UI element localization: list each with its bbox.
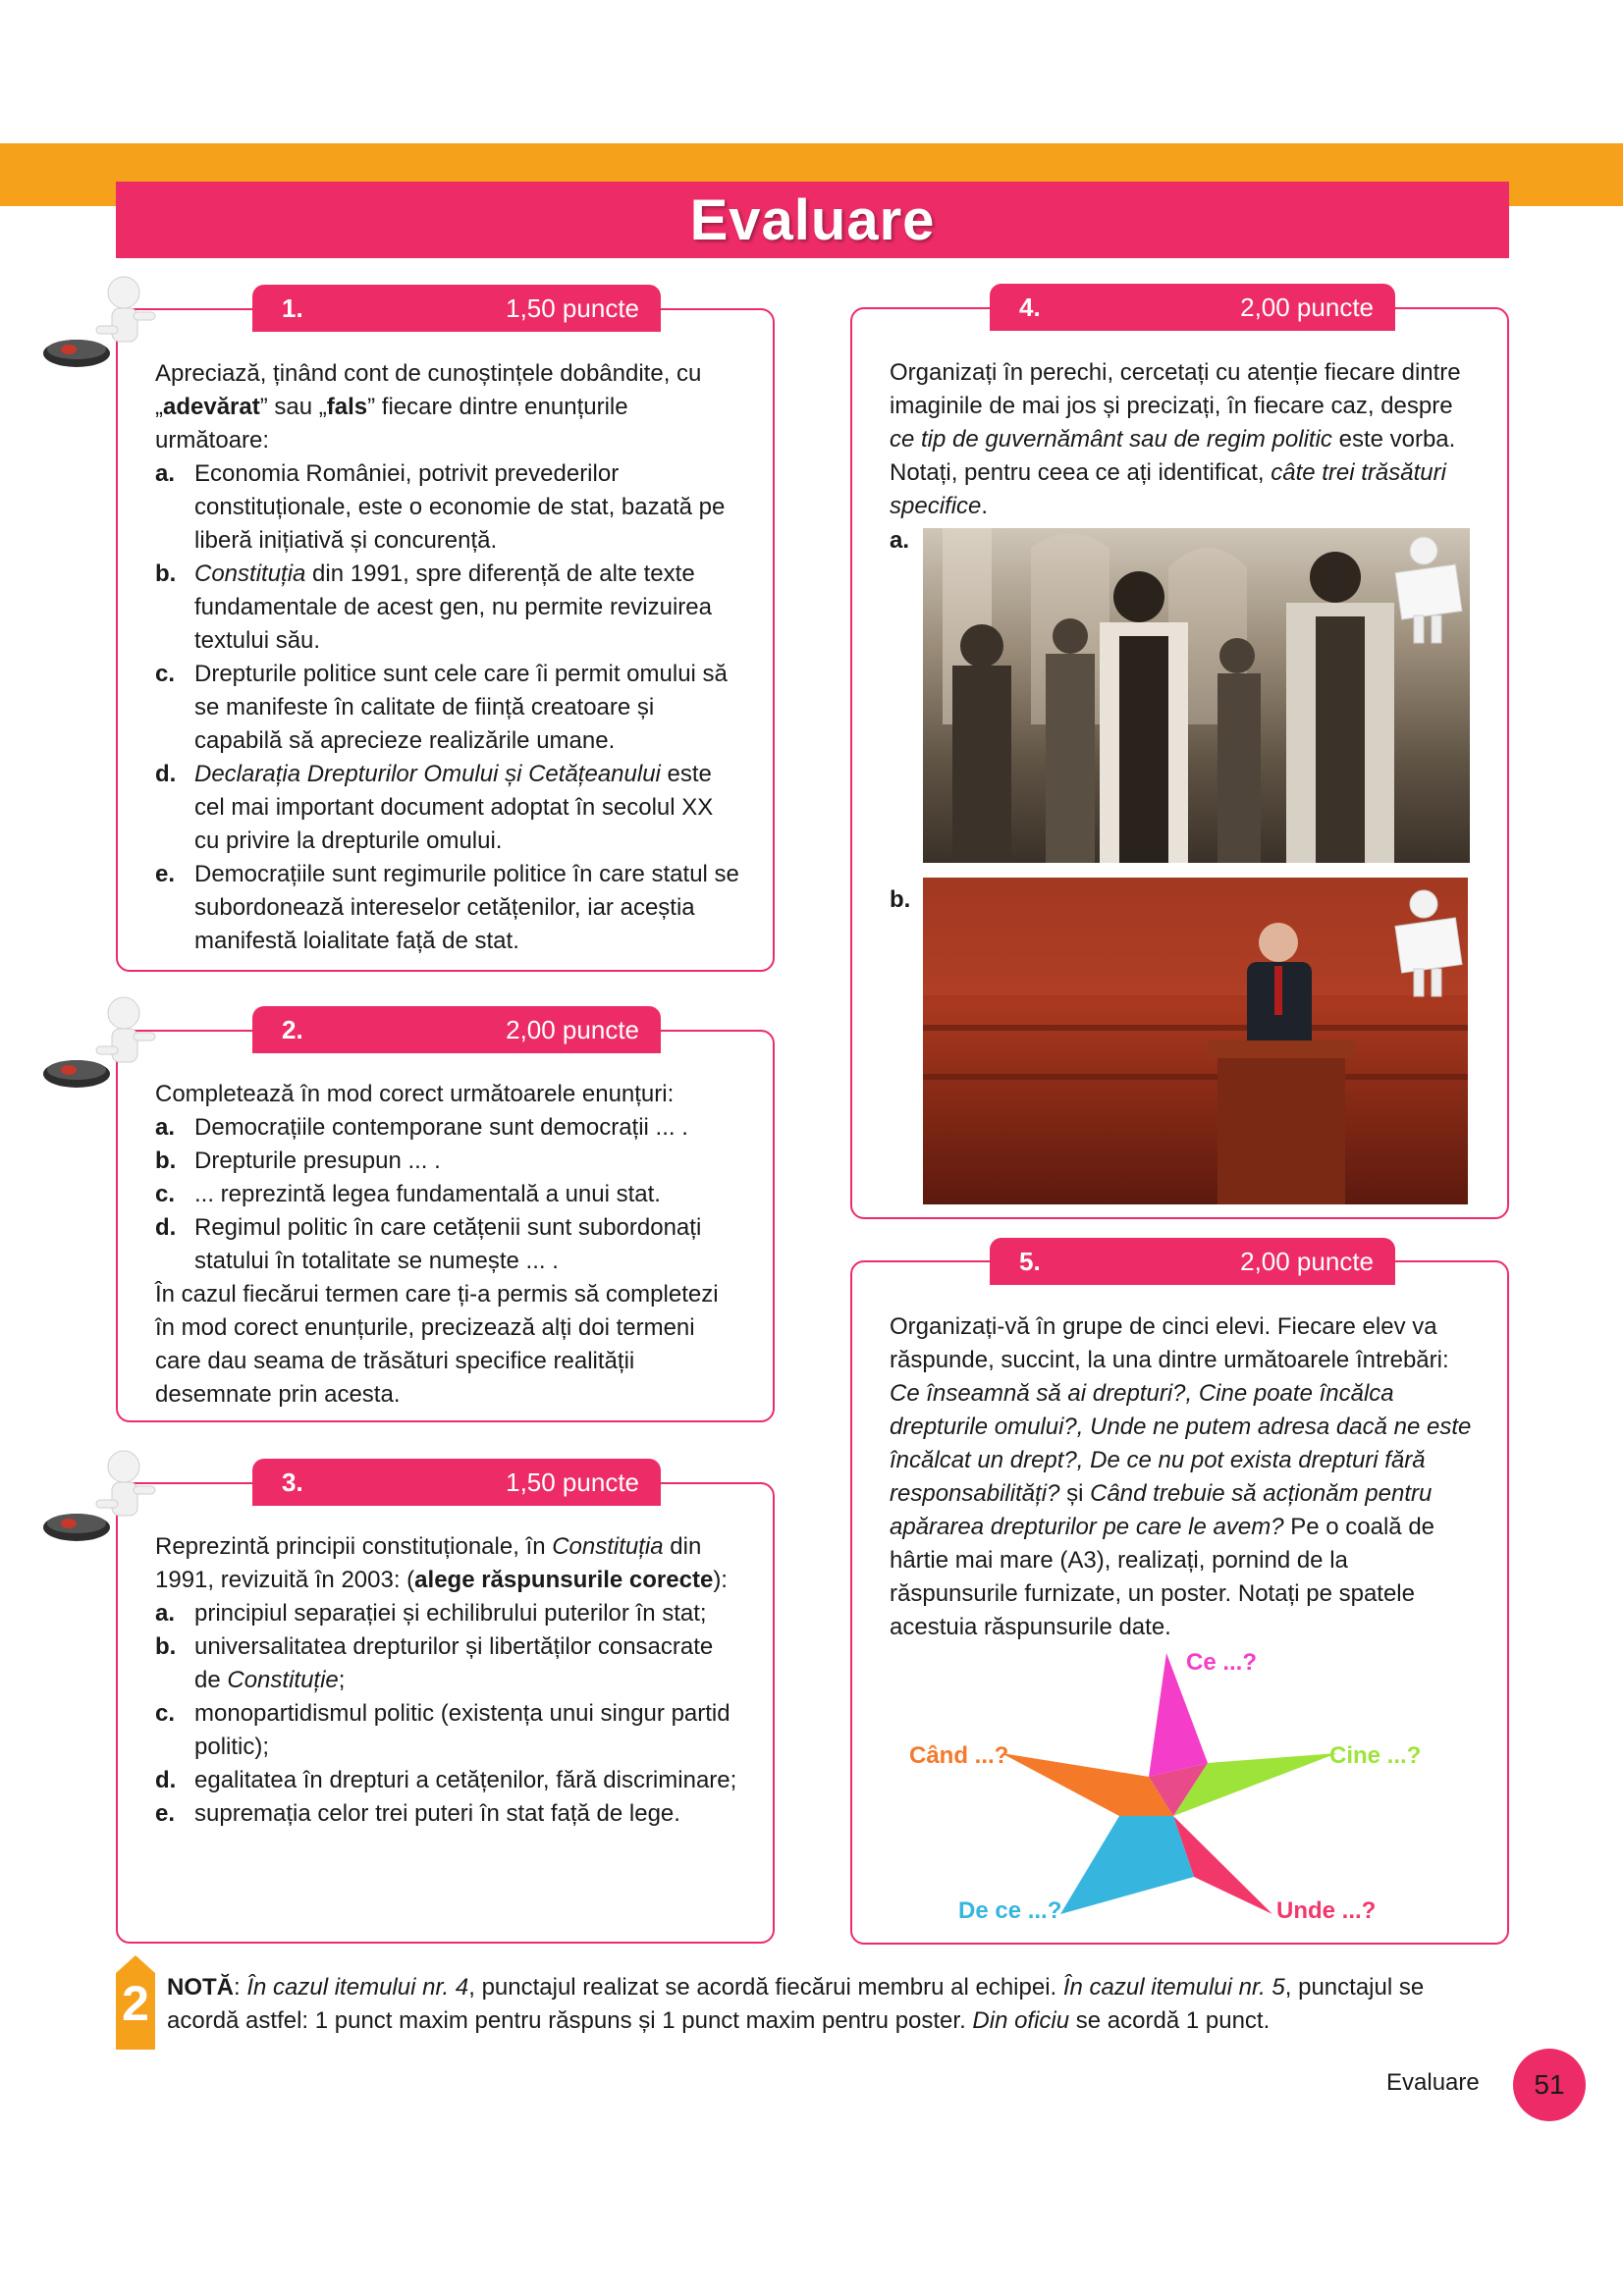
parliament-photo bbox=[923, 878, 1468, 1204]
exercise-3-content bbox=[155, 1530, 744, 1831]
mascot-icon bbox=[39, 991, 159, 1099]
exercise-1-content bbox=[155, 357, 744, 958]
list-item: c. Drepturile politice sunt cele care îi permit omului să se manifeste în calitate de ființă creatoare și capabilă să aprecieze realizările umane. bbox=[155, 661, 728, 754]
exercise-2-outro: În cazul fiecărui termen care ți-a permis să completezi în mod corect enunțurile, precizează alți doi termeni care dau seama de trăsături specifice realității desemnate prin acesta. bbox=[155, 1281, 719, 1408]
exercise-3-intro: Reprezintă principii constituționale, în Constituția din 1991, revizuită în 2003: (alege răspunsurile corecte): bbox=[155, 1533, 728, 1593]
exercise-points: 2,00 puncte bbox=[1240, 292, 1374, 322]
exercise-4-intro: Organizați în perechi, cercetați cu atenție fiecare dintre imaginile de mai jos și precizați, în fiecare caz, despre ce tip de guvernământ sau de regim politic este vorba. Notați, pentru ceea ce ați identificat, câte trei trăsături specifice. bbox=[890, 359, 1461, 519]
exercise-points: 1,50 puncte bbox=[506, 1467, 639, 1497]
star-label-unde: Unde ...? bbox=[1276, 1897, 1377, 1924]
exercise-2-tab bbox=[252, 1006, 661, 1053]
page-title-bar bbox=[116, 182, 1509, 258]
list-item: a. Democrațiile contemporane sunt democrații ... . bbox=[155, 1114, 688, 1141]
exercise-points: 2,00 puncte bbox=[1240, 1246, 1374, 1276]
mascot-icon bbox=[39, 271, 159, 379]
note-badge-number: 2 bbox=[122, 1976, 149, 2031]
exercise-number: 1. bbox=[282, 293, 303, 323]
list-item: e. Democrațiile sunt regimurile politice în care statul se subordonează intereselor cetățenilor, iar aceștia manifestă loialitate față de stat. bbox=[155, 861, 739, 954]
image-a-label: a. bbox=[890, 527, 910, 554]
list-item: b. Constituția din 1991, spre diferență de alte texte fundamentale de acest gen, nu permite revizuirea textului său. bbox=[155, 561, 712, 654]
star-label-de-ce: De ce ...? bbox=[958, 1897, 1062, 1924]
historic-photo bbox=[923, 528, 1470, 863]
exercise-2-content bbox=[155, 1078, 744, 1412]
exercise-4-content bbox=[890, 356, 1479, 523]
exercise-number: 3. bbox=[282, 1467, 303, 1497]
star-label-cine: Cine ...? bbox=[1329, 1742, 1422, 1769]
image-b-label: b. bbox=[890, 886, 911, 913]
star-label-cand: Când ...? bbox=[909, 1742, 1009, 1769]
note-text: NOTĂ: În cazul itemului nr. 4, punctajul realizat se acordă fiecărui membru al echipei. În cazul itemului nr. 5, punctajul se acordă astfel: 1 punct maxim pentru răspuns și 1 punct maxim pentru poster. Din oficiu se acordă 1 punct. bbox=[167, 1974, 1425, 2034]
list-item: b. Drepturile presupun ... . bbox=[155, 1148, 441, 1174]
exercise-number: 5. bbox=[1019, 1246, 1041, 1276]
exercise-1-intro: Apreciază, ținând cont de cunoștințele dobândite, cu „adevărat” sau „fals” fiecare dintre enunțurile următoare: bbox=[155, 360, 702, 454]
mascot-sign-icon bbox=[1394, 535, 1473, 648]
exercise-points: 2,00 puncte bbox=[506, 1014, 639, 1044]
page-title: Evaluare bbox=[689, 187, 936, 252]
star-point-cand bbox=[1001, 1753, 1173, 1816]
exercise-points: 1,50 puncte bbox=[506, 293, 639, 323]
exercise-5-text: Organizați-vă în grupe de cinci elevi. Fiecare elev va răspunde, succint, la una dintre următoarele întrebări: Ce înseamnă să ai drepturi?, Cine poate încălca drepturile omului?, Unde ne putem adresa dacă ne este încălcat un drept?, De ce nu pot exista drepturi fără responsabilități? și Când trebuie să acționăm pentru apărarea drepturilor pe care le avem? Pe o coală de hârtie mai mare (A3), realizați, pornind de la răspunsurile furnizate, un poster. Notați pe spatele acestuia răspunsurile date. bbox=[890, 1313, 1472, 1640]
list-item: d. Declarația Drepturilor Omului și Cetățeanului este cel mai important document adoptat în secolul XX cu privire la drepturile omului. bbox=[155, 761, 714, 854]
list-item: b. universalitatea drepturilor și libertăților consacrate de Constituție; bbox=[155, 1633, 714, 1693]
star-point-de-ce bbox=[1060, 1816, 1194, 1914]
star-diagram bbox=[1001, 1649, 1375, 1924]
list-item: a. principiul separației și echilibrului puterilor în stat; bbox=[155, 1600, 707, 1627]
exercise-5-tab bbox=[990, 1238, 1395, 1285]
list-item: d. egalitatea în drepturi a cetățenilor, fără discriminare; bbox=[155, 1767, 737, 1793]
star-label-ce: Ce ...? bbox=[1186, 1649, 1258, 1676]
list-item: c. monopartidismul politic (existența unui singur partid politic); bbox=[155, 1700, 730, 1760]
exercise-5-content bbox=[890, 1310, 1479, 1644]
mascot-icon bbox=[39, 1445, 159, 1553]
list-item: e. supremația celor trei puteri în stat față de lege. bbox=[155, 1800, 680, 1827]
parliament-photo-drawing bbox=[923, 878, 1468, 1204]
page-number: 51 bbox=[1513, 2049, 1586, 2121]
list-item: a. Economia României, potrivit prevederilor constituționale, este o economie de stat, bazată pe liberă inițiativă și concurență. bbox=[155, 460, 726, 554]
exercise-number: 2. bbox=[282, 1014, 303, 1044]
footer-section-label: Evaluare bbox=[1386, 2069, 1480, 2096]
exercise-4-tab bbox=[990, 284, 1395, 331]
list-item: d. Regimul politic în care cetățenii sunt subordonați statului în totalitate se numește ... . bbox=[155, 1214, 702, 1274]
mascot-sign-icon bbox=[1394, 888, 1473, 1001]
exercise-1-tab bbox=[252, 285, 661, 332]
exercise-2-intro: Completează în mod corect următoarele enunțuri: bbox=[155, 1081, 675, 1107]
exercise-3-tab bbox=[252, 1459, 661, 1506]
exercise-number: 4. bbox=[1019, 292, 1041, 322]
historic-photo-drawing bbox=[923, 528, 1470, 863]
list-item: c. ... reprezintă legea fundamentală a unui stat. bbox=[155, 1181, 661, 1207]
